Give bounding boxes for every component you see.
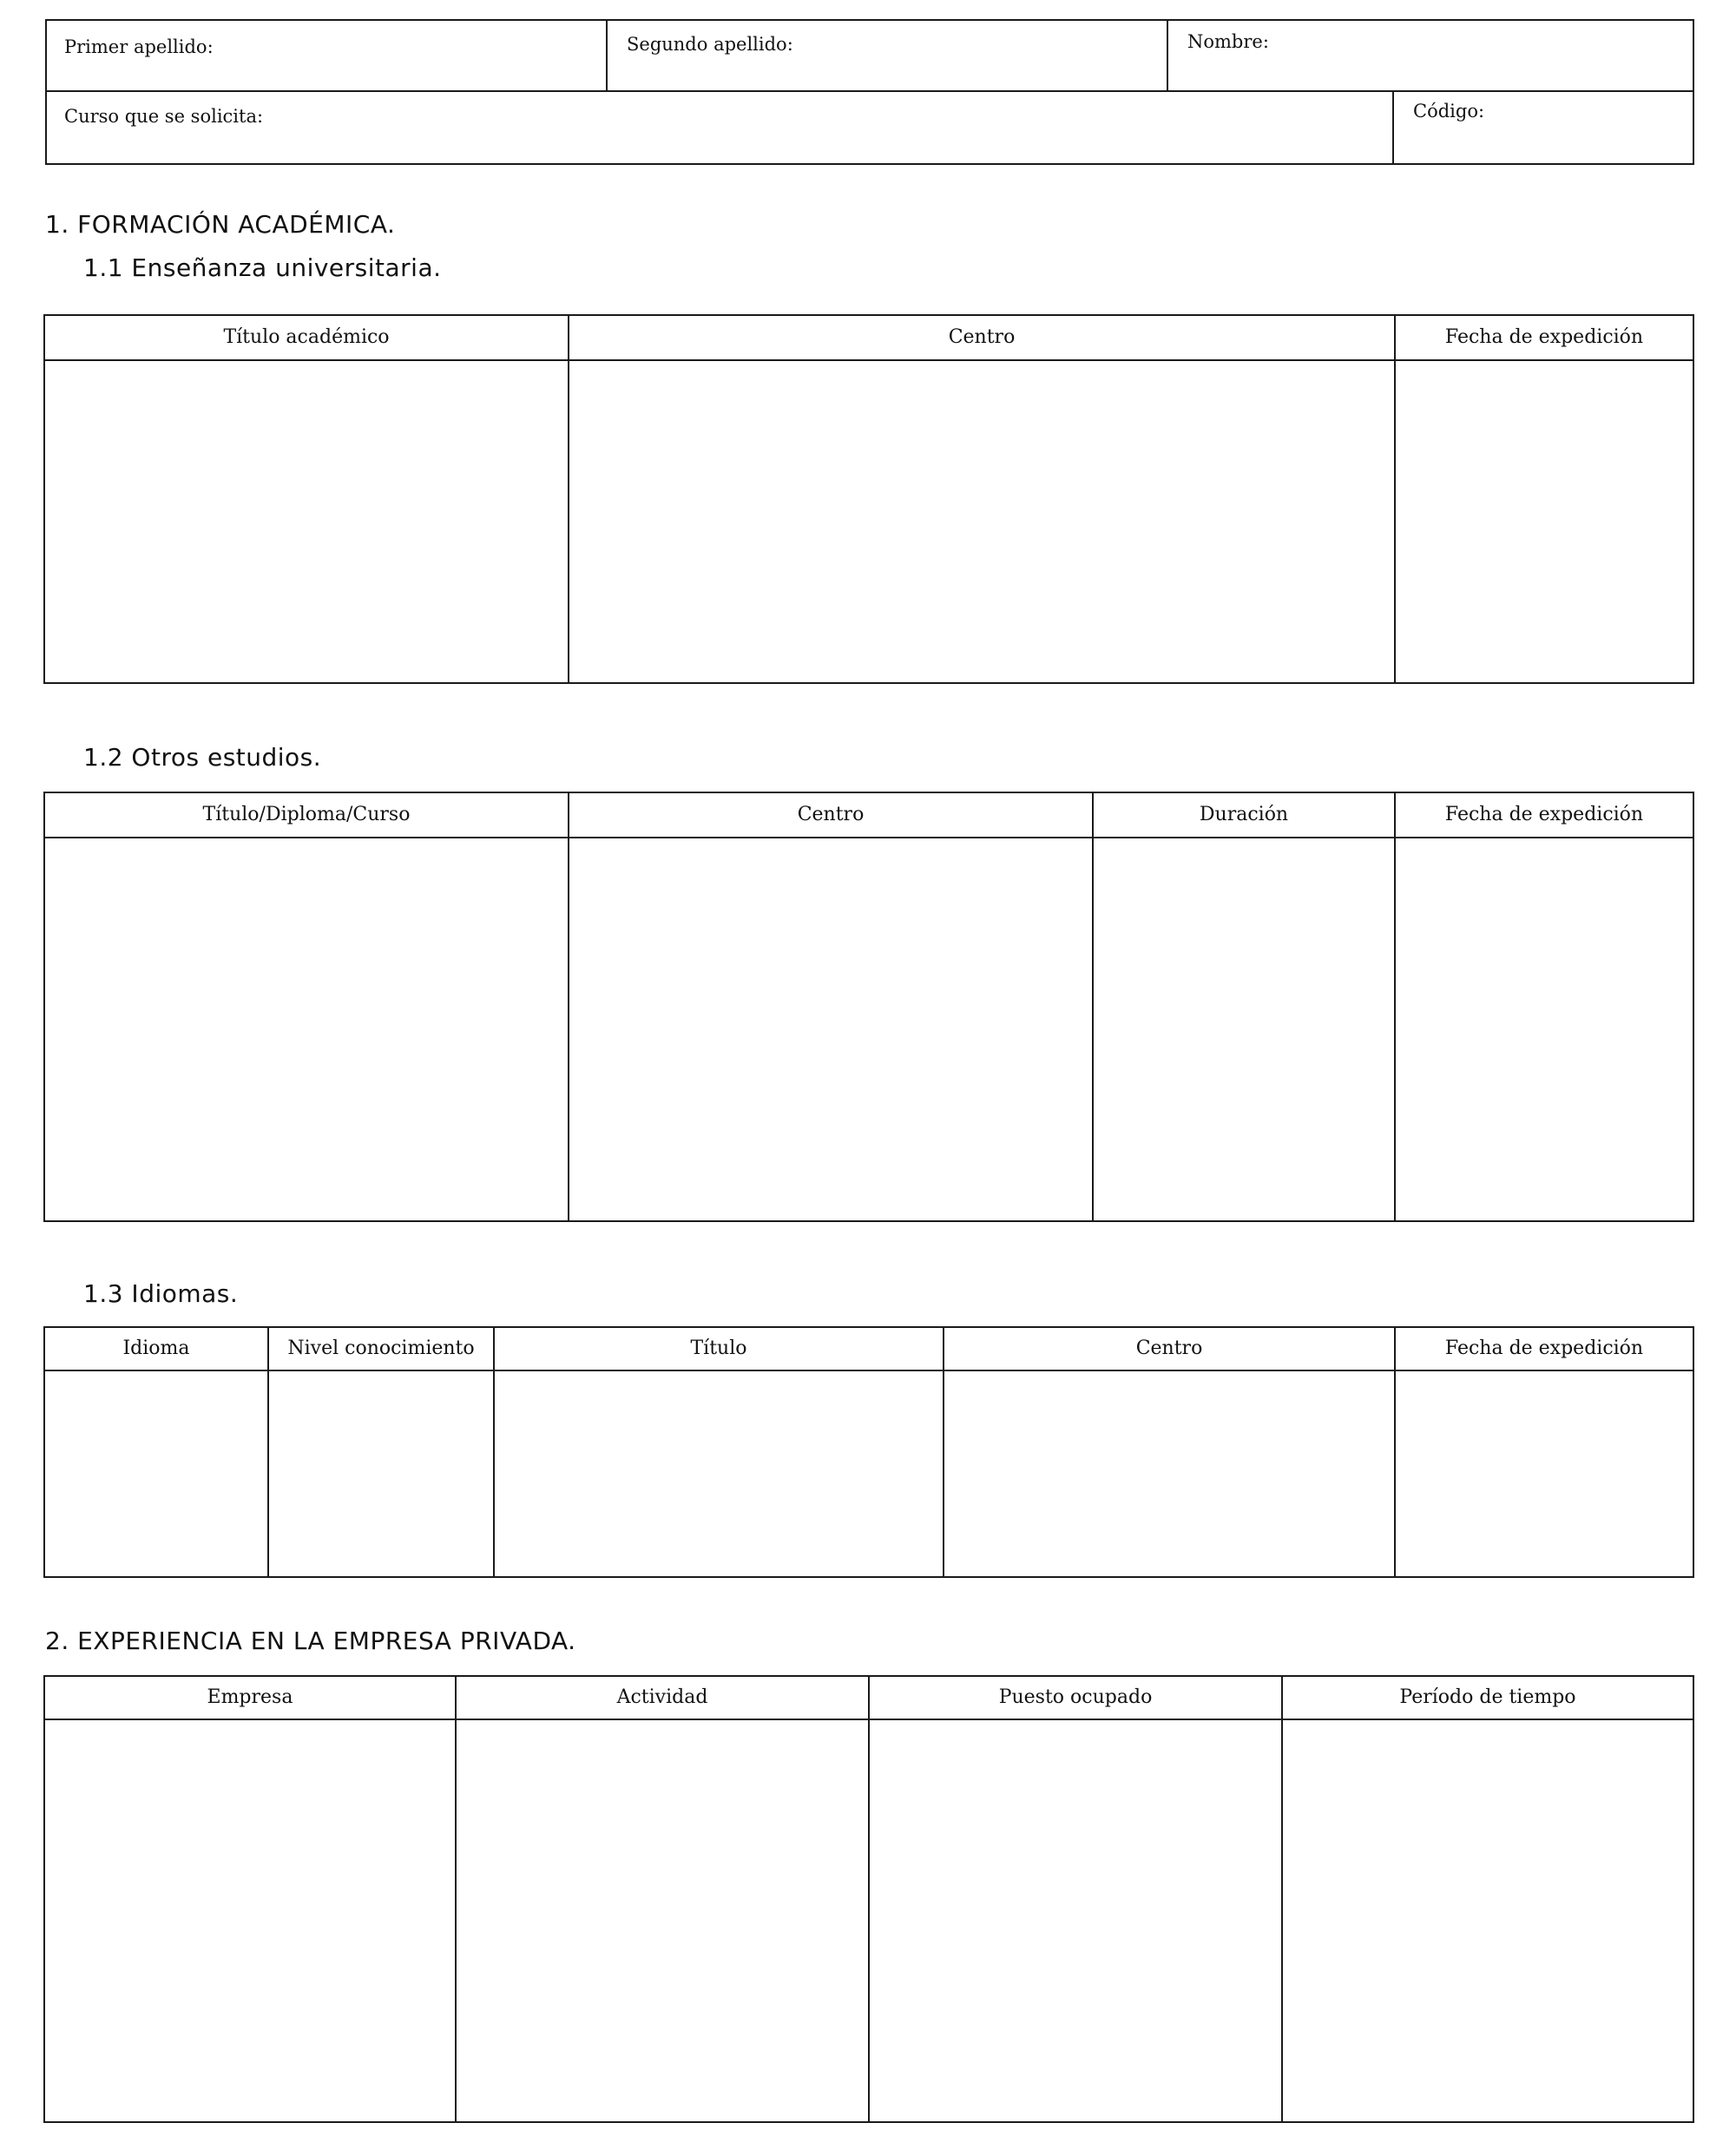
name-label: Nombre:	[1187, 31, 1269, 52]
col-header-academic-title: Título académico	[223, 326, 390, 348]
first-surname-label: Primer apellido:	[64, 36, 214, 57]
col-header-issue-date: Fecha de expedición	[1444, 326, 1644, 348]
col-header-center: Centro	[948, 326, 1016, 348]
code-field[interactable]	[1394, 92, 1693, 163]
col-header-title: Título	[690, 1337, 747, 1359]
section-1-1-title: 1.1 Enseñanza universitaria.	[83, 253, 442, 282]
course-requested-field[interactable]	[47, 92, 1392, 163]
col-header-time-period: Período de tiempo	[1399, 1686, 1576, 1708]
section-2-title: 2. EXPERIENCIA EN LA EMPRESA PRIVADA.	[45, 1627, 576, 1655]
col-header-center: Centro	[797, 804, 865, 825]
table-cell[interactable]	[45, 361, 568, 682]
col-header-position-held: Puesto ocupado	[998, 1686, 1153, 1708]
table-cell[interactable]	[45, 838, 568, 1220]
section-1-title: 1. FORMACIÓN ACADÉMICA.	[45, 210, 396, 239]
table-cell[interactable]	[495, 1371, 943, 1576]
col-header-title-diploma-course: Título/Diploma/Curso	[202, 804, 411, 825]
section-1-3-title: 1.3 Idiomas.	[83, 1279, 239, 1308]
code-label: Código:	[1413, 101, 1485, 122]
col-header-activity: Actividad	[616, 1686, 708, 1708]
col-header-company: Empresa	[207, 1686, 293, 1708]
name-field[interactable]	[1168, 21, 1693, 90]
col-header-proficiency-level: Nivel conocimiento	[287, 1337, 475, 1359]
second-surname-field[interactable]	[608, 21, 1167, 90]
table-cell[interactable]	[1396, 1371, 1693, 1576]
table-cell[interactable]	[569, 361, 1394, 682]
table-cell[interactable]	[1283, 1720, 1693, 2121]
col-header-center: Centro	[1135, 1337, 1203, 1359]
table-cell[interactable]	[1094, 838, 1394, 1220]
table-cell[interactable]	[1396, 838, 1693, 1220]
second-surname-label: Segundo apellido:	[627, 34, 793, 55]
table-cell[interactable]	[457, 1720, 868, 2121]
table-cell[interactable]	[269, 1371, 493, 1576]
table-cell[interactable]	[944, 1371, 1394, 1576]
table-cell[interactable]	[1396, 361, 1693, 682]
table-cell[interactable]	[45, 1720, 455, 2121]
col-header-language: Idioma	[122, 1337, 190, 1359]
section-1-2-title: 1.2 Otros estudios.	[83, 743, 322, 772]
col-header-issue-date: Fecha de expedición	[1444, 1337, 1644, 1359]
col-header-duration: Duración	[1199, 804, 1289, 825]
table-cell[interactable]	[569, 838, 1092, 1220]
first-surname-field[interactable]	[47, 21, 606, 90]
course-requested-label: Curso que se solicita:	[64, 106, 264, 127]
table-cell[interactable]	[45, 1371, 267, 1576]
col-header-issue-date: Fecha de expedición	[1444, 804, 1644, 825]
table-cell[interactable]	[870, 1720, 1281, 2121]
